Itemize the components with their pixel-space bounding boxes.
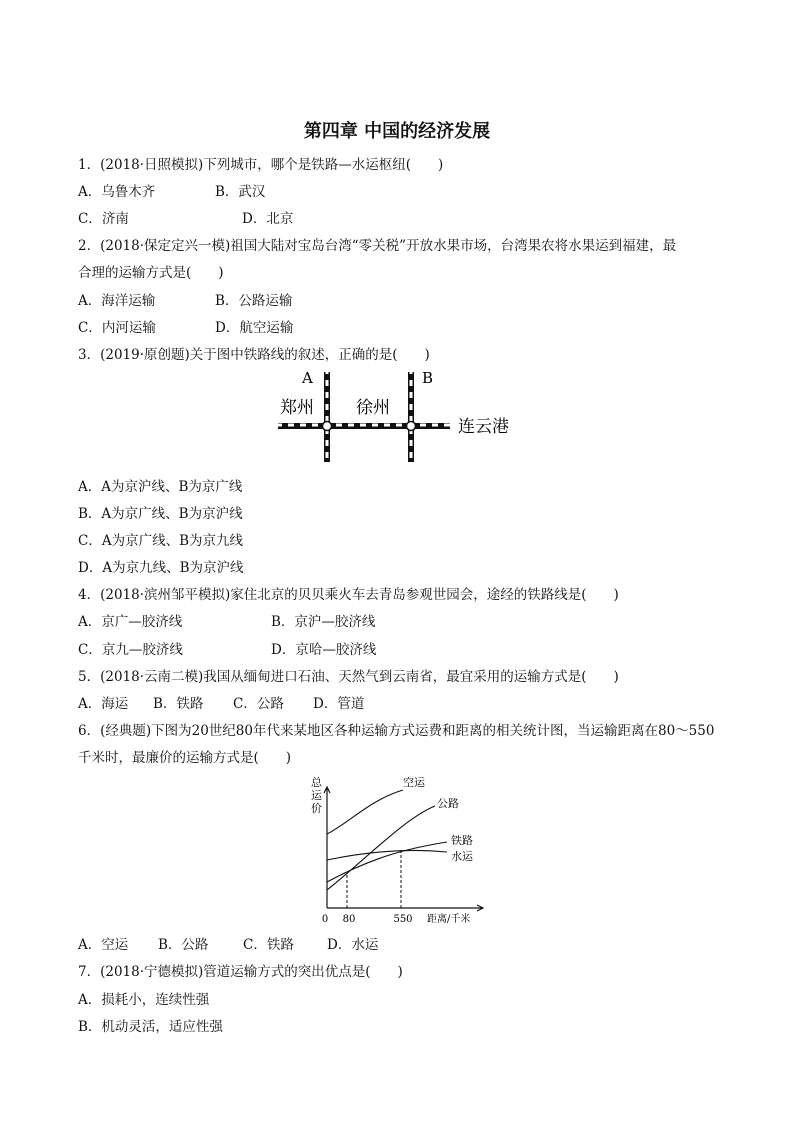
q2-stem-line1: 2．(2018·保定定兴一模)祖国大陆对宝岛台湾“零关税”开放水果市场，台湾果农将水果运到福建，最 <box>78 238 677 254</box>
city-zhengzhou: 郑州 <box>280 398 314 418</box>
q4-option-b: B．京沪—胶济线 <box>271 614 376 630</box>
zhengzhou-node <box>323 422 332 431</box>
q4-option-d: D．京哈—胶济线 <box>271 642 377 658</box>
q6-option-a: A．空运 <box>78 937 129 953</box>
q5-option-c: C．公路 <box>233 696 284 712</box>
q4-stem: 4．(2018·滨州邹平模拟)家住北京的贝贝乘火车去青岛参观世园会，途经的铁路线是( ) <box>78 587 619 603</box>
label-b: B <box>422 369 434 387</box>
series-label-road: 公路 <box>437 797 459 810</box>
q7-option-a: A．损耗小，连续性强 <box>78 992 210 1008</box>
city-lianyungang: 连云港 <box>458 417 509 437</box>
series-line-road <box>327 806 435 890</box>
q2-option-d: D．航空运输 <box>215 320 294 336</box>
x-tick-0: 0 <box>321 914 329 925</box>
series-label-water: 水运 <box>451 850 473 863</box>
q6-stem-line1: 6．(经典题)下图为20世纪80年代来某地区各种运输方式运费和距离的相关统计图，当运输距离在80～550 <box>78 723 715 739</box>
q2-option-a: A．海洋运输 <box>78 293 156 309</box>
q3-option-b: B．A为京广线、B为京沪线 <box>78 506 243 522</box>
q3-option-c: C．A为京广线、B为京九线 <box>78 533 243 549</box>
q5-option-b: B．铁路 <box>153 696 204 712</box>
xuzhou-node <box>407 422 416 431</box>
rail-a <box>324 372 330 462</box>
q1-option-c: C．济南 <box>78 211 129 227</box>
railway-map <box>270 362 530 472</box>
x-tick-80: 80 <box>342 914 356 925</box>
cost-distance-chart <box>305 770 495 930</box>
q5-option-a: A．海运 <box>78 696 129 712</box>
label-a: A <box>302 369 313 387</box>
q6-option-b: B．公路 <box>158 937 209 953</box>
q1-stem: 1．(2018·日照模拟)下列城市，哪个是铁路—水运枢纽( ) <box>78 157 444 173</box>
q6-option-d: D．水运 <box>327 937 379 953</box>
q7-stem: 7．(2018·宁德模拟)管道运输方式的突出优点是( ) <box>78 964 403 980</box>
x-tick-550: 550 <box>393 914 413 925</box>
rail-east-west <box>278 423 450 429</box>
q5-stem: 5．(2018·云南二模)我国从缅甸进口石油、天然气到云南省，最宜采用的运输方式是( ) <box>78 669 619 685</box>
q6-stem-line2: 千米时，最廉价的运输方式是( ) <box>78 750 292 766</box>
q2-option-b: B．公路运输 <box>215 293 293 309</box>
series-label-rail: 铁路 <box>451 834 473 847</box>
q3-option-d: D．A为京九线、B为京沪线 <box>78 560 244 576</box>
q3-option-a: A．A为京沪线、B为京广线 <box>78 479 243 495</box>
q4-option-c: C．京九—胶济线 <box>78 642 183 658</box>
q7-option-b: B．机动灵活，适应性强 <box>78 1019 223 1035</box>
q5-option-d: D．管道 <box>313 696 365 712</box>
y-label-1: 总 <box>311 776 322 789</box>
series-label-air: 空运 <box>403 776 425 789</box>
q4-option-a: A．京广—胶济线 <box>78 614 183 630</box>
q1-option-d: D．北京 <box>242 211 294 227</box>
x-axis-label: 距离/千米 <box>427 914 471 925</box>
q3-stem: 3．(2019·原创题)关于图中铁路线的叙述，正确的是( ) <box>78 347 430 363</box>
y-label-2: 运 <box>311 789 322 802</box>
series-line-water <box>327 850 447 860</box>
city-xuzhou: 徐州 <box>356 398 390 418</box>
q2-option-c: C．内河运输 <box>78 320 156 336</box>
q1-option-a: A．乌鲁木齐 <box>78 184 156 200</box>
series-line-air <box>327 790 403 834</box>
page-title: 第四章 中国的经济发展 <box>303 121 491 142</box>
q6-option-c: C．铁路 <box>243 937 294 953</box>
y-label-3: 价 <box>311 802 322 815</box>
q2-stem-line2: 合理的运输方式是( ) <box>78 265 224 281</box>
q1-option-b: B．武汉 <box>215 184 266 200</box>
series-line-rail <box>327 842 447 882</box>
rail-b <box>408 372 414 462</box>
